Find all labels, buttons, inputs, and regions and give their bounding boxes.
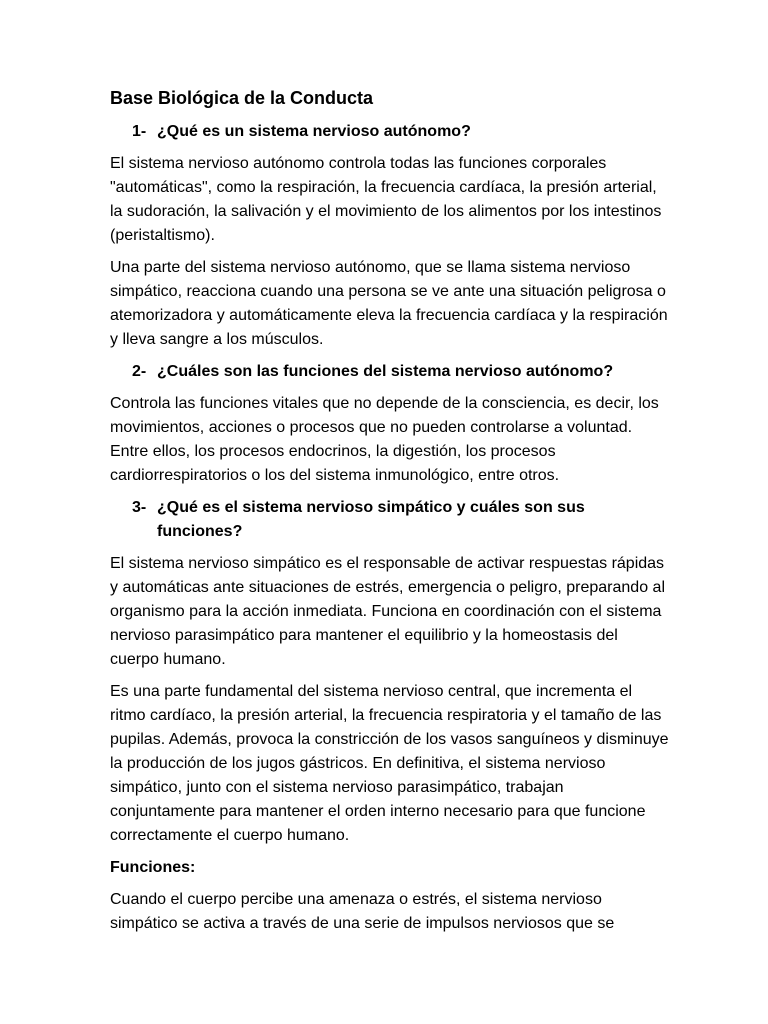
- paragraph: Controla las funciones vitales que no depende de la consciencia, es decir, los movimientos, acciones o procesos que no pueden controlarse a voluntad. Entre ellos, los procesos endocrinos, la digestión, los procesos cardiorrespiratorios o los del sistema inmunológico, entre otros.: [110, 395, 659, 484]
- paragraph: El sistema nervioso autónomo controla todas las funciones corporales "automáticas", como la respiración, la frecuencia cardíaca, la presión arterial, la sudoración, la salivación y el movimiento de los alimentos por los intestinos (peristaltismo).: [110, 155, 662, 244]
- paragraph: Es una parte fundamental del sistema nervioso central, que incrementa el ritmo cardíaco, la presión arterial, la frecuencia respiratoria y el tamaño de las pupilas. Además, provoca la constricción de los vasos sanguíneos y disminuye la producción de los jugos gástricos. En definitiva, el sistema nervioso simpático, junto con el sistema nervioso parasimpático, trabajan conjuntamente para mantener el orden interno necesario para que funcione correctamente el cuerpo humano.: [110, 683, 669, 844]
- paragraph: El sistema nervioso simpático es el responsable de activar respuestas rápidas y automáticas ante situaciones de estrés, emergencia o peligro, preparando al organismo para la acción inmediata. Funciona en coordinación con el sistema nervioso parasimpático para mantener el equilibrio y la homeostasis del cuerpo humano.: [110, 555, 665, 668]
- functions-subheading: Funciones:: [110, 859, 196, 876]
- question-1-heading: [110, 120, 670, 144]
- document-title: Base Biológica de la Conducta: [110, 88, 374, 108]
- question-number: 1-: [132, 123, 147, 140]
- question-text: ¿Qué es el sistema nervioso simpático y cuáles son sus funciones?: [157, 499, 585, 540]
- paragraph: Cuando el cuerpo percibe una amenaza o estrés, el sistema nervioso simpático se activa a través de una serie de impulsos nerviosos que se: [110, 891, 615, 932]
- paragraph: Una parte del sistema nervioso autónomo, que se llama sistema nervioso simpático, reacciona cuando una persona se ve ante una situación peligrosa o atemorizadora y automáticamente eleva la frecuencia cardíaca y la respiración y lleva sangre a los músculos.: [110, 259, 668, 348]
- question-number: 2-: [132, 363, 147, 380]
- question-2-heading: [110, 360, 670, 384]
- question-3-heading: [110, 496, 670, 544]
- question-text: ¿Qué es un sistema nervioso autónomo?: [157, 123, 471, 140]
- document-page: [110, 86, 670, 944]
- question-number: 3-: [132, 499, 147, 516]
- question-text: ¿Cuáles son las funciones del sistema nervioso autónomo?: [157, 363, 614, 380]
